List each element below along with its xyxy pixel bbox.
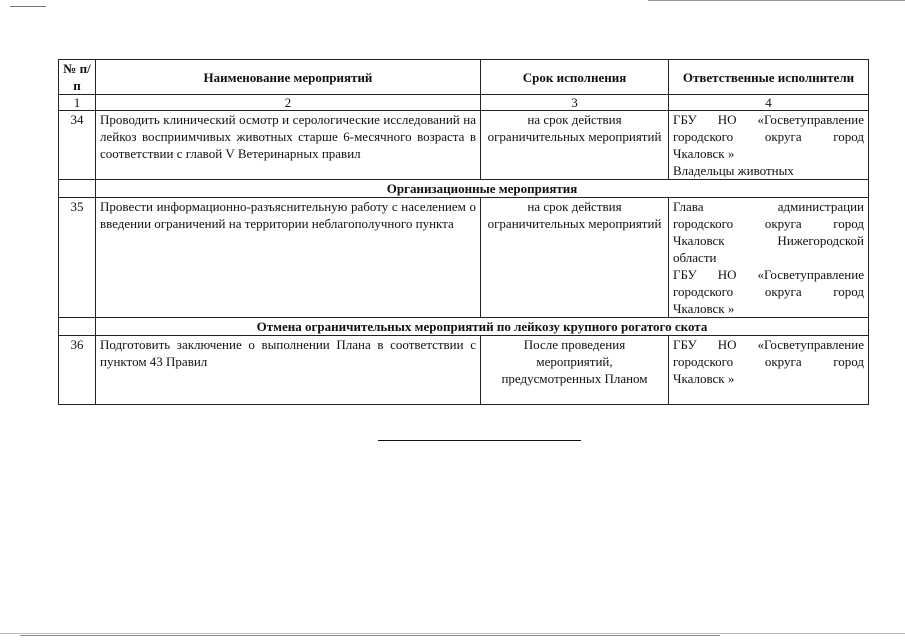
row-responsible (669, 198, 869, 318)
responsible-line: городского округа город (673, 354, 864, 369)
responsible-line: городского округа город (673, 216, 864, 231)
row-responsible (669, 111, 869, 180)
section-row (59, 180, 869, 198)
row-number: 34 (59, 111, 96, 180)
index-row (59, 95, 869, 111)
responsible-line: городского округа город (673, 284, 864, 299)
table-row (59, 111, 869, 180)
row-name: Провести информационно-разъяснительную работу с населением о введении ограничений на территории неблагополучного пункта (96, 198, 481, 318)
responsible-line: Чкаловск » (673, 371, 735, 386)
end-of-document-rule (378, 440, 581, 441)
row-term: на срок действия ограничительных мероприятий (481, 111, 669, 180)
responsible-line: Глава администрации (673, 199, 864, 214)
table-row (59, 336, 869, 405)
responsible-line: Чкаловск Нижегородской (673, 233, 864, 248)
bottom-page-edge (0, 633, 905, 634)
section-number-cell (59, 318, 96, 336)
index-cell: 2 (96, 95, 481, 111)
row-number: 35 (59, 198, 96, 318)
row-name: Подготовить заключение о выполнении Плана в соответствии с пунктом 43 Правил (96, 336, 481, 405)
section-title: Организационные мероприятия (96, 180, 869, 198)
row-responsible (669, 336, 869, 405)
header-responsible: Ответственные исполнители (669, 60, 869, 95)
header-num: № п/п (59, 60, 96, 95)
table-row (59, 198, 869, 318)
section-row (59, 318, 869, 336)
top-right-rule (648, 0, 905, 1)
responsible-line: Чкаловск » (673, 301, 735, 316)
top-left-rule (10, 6, 46, 7)
header-name: Наименование мероприятий (96, 60, 481, 95)
responsible-line: ГБУ НО «Госветуправление (673, 337, 864, 352)
index-cell: 3 (481, 95, 669, 111)
header-term: Срок исполнения (481, 60, 669, 95)
index-cell: 1 (59, 95, 96, 111)
responsible-line: городского округа город (673, 129, 864, 144)
responsible-line: Чкаловск » (673, 146, 735, 161)
index-cell: 4 (669, 95, 869, 111)
bottom-scan-rule (20, 635, 720, 636)
header-row (59, 60, 869, 95)
responsible-line: Владельцы животных (673, 163, 794, 178)
row-number: 36 (59, 336, 96, 405)
row-term: После проведения мероприятий, предусмотренных Планом (481, 336, 669, 405)
row-term: на срок действия ограничительных мероприятий (481, 198, 669, 318)
section-number-cell (59, 180, 96, 198)
responsible-line: ГБУ НО «Госветуправление (673, 112, 864, 127)
section-title: Отмена ограничительных мероприятий по лейкозу крупного рогатого скота (96, 318, 869, 336)
responsible-line: области (673, 250, 717, 265)
responsible-line: ГБУ НО «Госветуправление (673, 267, 864, 282)
row-name: Проводить клинический осмотр и серологические исследований на лейкоз восприимчивых животных старше 6-месячного возраста в соответствии с главой V Ветеринарных правил (96, 111, 481, 180)
plan-table (58, 59, 869, 405)
